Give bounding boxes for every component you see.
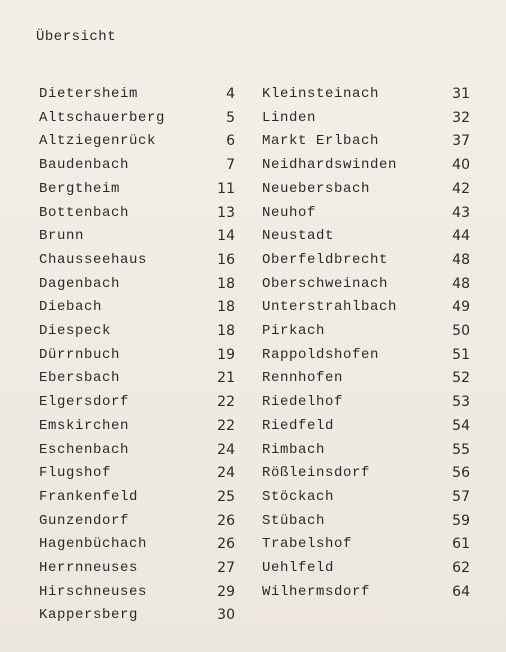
page-number: 55 — [452, 441, 470, 458]
place-name: Neuhof — [262, 204, 317, 221]
page-number: 37 — [452, 133, 470, 150]
place-name: Flugshof — [39, 465, 112, 482]
place-name: Altziegenrück — [39, 133, 157, 150]
page-number: 24 — [217, 441, 235, 458]
place-name: Rößleinsdorf — [262, 465, 371, 482]
place-name: Hirschneuses — [39, 583, 148, 600]
page-number: 4 — [226, 86, 235, 102]
place-name: Neustadt — [262, 228, 335, 245]
page-number: 44 — [452, 228, 470, 245]
page-number: 32 — [452, 109, 470, 126]
place-name: Pirkach — [262, 323, 326, 339]
page-number: 18 — [217, 323, 235, 339]
place-name: Riedelhof — [262, 394, 344, 411]
page-number: 13 — [217, 204, 235, 221]
page-number: 25 — [217, 488, 235, 505]
page-number: 53 — [452, 394, 470, 411]
page-number: 52 — [452, 370, 470, 387]
place-name: Oberschweinach — [262, 275, 389, 292]
place-name: Dietersheim — [39, 86, 139, 102]
place-name: Oberfeldbrecht — [262, 251, 389, 268]
place-name: Rappoldshofen — [262, 346, 380, 363]
place-name: Dagenbach — [39, 275, 121, 292]
page-number: 30 — [217, 607, 235, 624]
place-name: Unterstrahlbach — [262, 299, 398, 316]
place-name: Neidhardswinden — [262, 157, 398, 174]
page-number: 51 — [452, 346, 470, 363]
place-name: Rimbach — [262, 441, 326, 458]
place-name: Stöckach — [262, 488, 335, 505]
page-number: 42 — [452, 180, 470, 197]
place-name: Trabelshof — [262, 536, 353, 553]
page-number: 50 — [452, 323, 470, 339]
place-name: Dürrnbuch — [39, 346, 121, 363]
place-name: Bergtheim — [39, 180, 121, 197]
place-name: Baudenbach — [39, 157, 130, 174]
page-number: 49 — [452, 299, 470, 316]
page-number: 57 — [452, 488, 470, 505]
page-number: 64 — [452, 583, 470, 600]
place-name: Eschenbach — [39, 441, 130, 458]
page-number: 26 — [217, 512, 235, 529]
place-name: Herrnneuses — [39, 560, 139, 576]
place-name: Riedfeld — [262, 417, 335, 434]
page-number: 62 — [452, 560, 470, 576]
page-number: 18 — [217, 299, 235, 316]
place-name: Kleinsteinach — [262, 86, 380, 102]
page-number: 27 — [217, 560, 235, 576]
page-number: 21 — [217, 370, 235, 387]
place-name: Rennhofen — [262, 370, 344, 387]
page-number: 26 — [217, 536, 235, 553]
page-number: 48 — [452, 251, 470, 268]
page-number: 11 — [217, 180, 235, 197]
place-name: Bottenbach — [39, 204, 130, 221]
page-number: 43 — [452, 204, 470, 221]
place-name: Elgersdorf — [39, 394, 130, 411]
page-number: 40 — [452, 157, 470, 174]
page-number: 14 — [217, 228, 235, 245]
place-name: Hagenbüchach — [39, 536, 148, 553]
place-name: Markt Erlbach — [262, 133, 380, 150]
page-title: Übersicht — [36, 29, 117, 45]
page-number: 18 — [217, 275, 235, 292]
place-name: Emskirchen — [39, 417, 130, 434]
place-name: Brunn — [39, 228, 85, 245]
page-number: 54 — [452, 417, 470, 434]
place-name: Altschauerberg — [39, 109, 166, 126]
place-name: Gunzendorf — [39, 512, 130, 529]
page-number: 56 — [452, 465, 470, 482]
place-name: Diebach — [39, 299, 103, 316]
place-name: Kappersberg — [39, 607, 139, 624]
page-number: 22 — [217, 417, 235, 434]
page-number: 16 — [217, 251, 235, 268]
page-number: 6 — [226, 133, 235, 150]
page-number: 29 — [217, 583, 235, 600]
place-name: Uehlfeld — [262, 560, 335, 576]
place-name: Frankenfeld — [39, 488, 139, 505]
page-number: 31 — [452, 86, 470, 102]
page-number: 19 — [217, 346, 235, 363]
page-number: 22 — [217, 394, 235, 411]
place-name: Ebersbach — [39, 370, 121, 387]
place-name: Diespeck — [39, 323, 112, 339]
page-number: 61 — [452, 536, 470, 553]
place-name: Chausseehaus — [39, 251, 148, 268]
page-number: 48 — [452, 275, 470, 292]
page-number: 5 — [226, 109, 235, 126]
place-name: Linden — [262, 109, 317, 126]
place-name: Stübach — [262, 512, 326, 529]
page-number: 24 — [217, 465, 235, 482]
page-number: 59 — [452, 512, 470, 529]
page-number: 7 — [226, 157, 235, 174]
place-name: Wilhermsdorf — [262, 583, 371, 600]
place-name: Neuebersbach — [262, 180, 371, 197]
